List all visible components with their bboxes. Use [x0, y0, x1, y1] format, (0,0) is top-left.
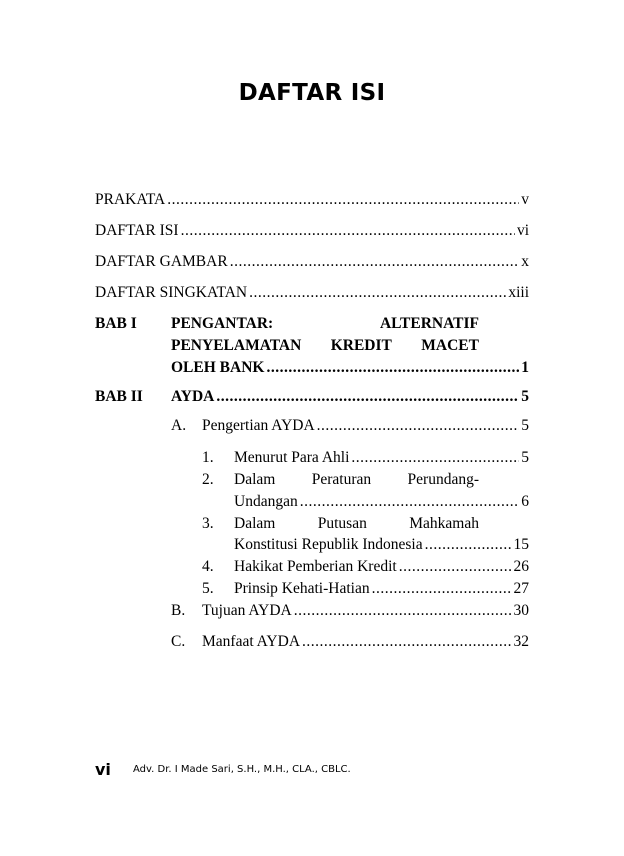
toc-entry-item-1[interactable]	[234, 448, 529, 468]
item-number-2: 2.	[202, 471, 214, 488]
title-word: ALTERNATIF	[379, 315, 479, 332]
dot-leader	[399, 557, 512, 577]
toc-entry-page: 6	[521, 493, 529, 510]
toc-entry-label: Manfaat AYDA	[202, 633, 301, 650]
footer-author: Adv. Dr. I Made Sari, S.H., M.H., CLA., CBLC.	[133, 764, 351, 775]
toc-entry-label: Konstitusi Republik Indonesia	[234, 536, 423, 553]
toc-entry-page: v	[521, 191, 529, 208]
toc-entry-label: PRAKATA	[95, 191, 166, 208]
toc-entry-page: 15	[513, 536, 529, 553]
item-number-1: 1.	[202, 449, 214, 466]
dot-leader	[167, 190, 519, 210]
toc-entry-prakata[interactable]	[95, 190, 529, 210]
footer-page-number: vi	[95, 760, 111, 779]
dot-leader	[372, 579, 512, 599]
toc-entry-item-3[interactable]	[234, 535, 529, 555]
section-letter-b: B.	[171, 602, 186, 619]
chapter-title-line-2	[171, 336, 479, 356]
toc-entry-page: 27	[513, 580, 529, 597]
page-title: DAFTAR ISI	[238, 80, 386, 106]
toc-entry-item-4[interactable]	[234, 557, 529, 577]
toc-entry-label: Hakikat Pemberian Kredit	[234, 558, 397, 575]
dot-leader	[294, 601, 512, 621]
title-word: Mahkamah	[409, 515, 479, 532]
toc-entry-label: OLEH BANK	[171, 359, 265, 376]
chapter-number-bab-2: BAB II	[95, 388, 143, 405]
section-letter-a: A.	[171, 417, 187, 434]
item-2-line-1	[234, 470, 479, 490]
toc-entry-label: DAFTAR SINGKATAN	[95, 284, 248, 301]
toc-entry-page: 32	[513, 633, 529, 650]
toc-entry-page: 26	[513, 558, 529, 575]
toc-entry-bab-2[interactable]	[171, 387, 529, 407]
item-3-line-1	[234, 514, 479, 534]
dot-leader	[300, 492, 520, 512]
dot-leader	[249, 283, 506, 303]
toc-entry-daftar-gambar[interactable]	[95, 252, 529, 272]
toc-entry-page: 5	[521, 417, 529, 434]
dot-leader	[351, 448, 519, 468]
toc-entry-page: xiii	[508, 284, 529, 301]
toc-entry-label: AYDA	[171, 388, 215, 405]
toc-entry-label: DAFTAR ISI	[95, 222, 179, 239]
dot-leader	[266, 358, 519, 378]
toc-entry-label: Menurut Para Ahli	[234, 449, 350, 466]
toc-entry-label: Undangan	[234, 493, 298, 510]
toc-entry-item-5[interactable]	[234, 579, 529, 599]
title-word: MACET	[421, 337, 479, 354]
item-number-5: 5.	[202, 580, 214, 597]
dot-leader	[317, 416, 520, 436]
title-word: Putusan	[317, 515, 367, 532]
toc-entry-page: 30	[513, 602, 529, 619]
section-letter-c: C.	[171, 633, 186, 650]
toc-entry-daftar-singkatan[interactable]	[95, 283, 529, 303]
title-word: Dalam	[234, 515, 276, 532]
title-word: PENYELAMATAN	[171, 337, 302, 354]
toc-entry-page: x	[521, 253, 529, 270]
dot-leader	[216, 387, 519, 407]
dot-leader	[181, 221, 515, 241]
title-word: Peraturan	[311, 471, 372, 488]
chapter-title-line-1	[171, 314, 479, 334]
chapter-number-bab-1: BAB I	[95, 315, 137, 332]
toc-entry-label: Pengertian AYDA	[202, 417, 315, 434]
toc-entry-section-c[interactable]	[202, 632, 529, 652]
toc-entry-label: Tujuan AYDA	[202, 602, 292, 619]
item-number-4: 4.	[202, 558, 214, 575]
title-word: KREDIT	[330, 337, 392, 354]
title-word: Dalam	[234, 471, 276, 488]
item-number-3: 3.	[202, 515, 214, 532]
toc-entry-page: 5	[521, 449, 529, 466]
toc-entry-section-a[interactable]	[202, 416, 529, 436]
title-word: PENGANTAR:	[171, 315, 274, 332]
toc-entry-page: vi	[516, 222, 529, 239]
dot-leader	[425, 535, 512, 555]
toc-entry-daftar-isi[interactable]	[95, 221, 529, 241]
toc-entry-page: 5	[521, 388, 529, 405]
toc-entry-page: 1	[521, 359, 529, 376]
dot-leader	[230, 252, 520, 272]
dot-leader	[302, 632, 511, 652]
toc-entry-item-2[interactable]	[234, 492, 529, 512]
toc-entry-section-b[interactable]	[202, 601, 529, 621]
title-word: Perundang-	[407, 471, 479, 488]
toc-entry-label: Prinsip Kehati-Hatian	[234, 580, 370, 597]
toc-entry-bab-1[interactable]	[171, 358, 529, 378]
toc-entry-label: DAFTAR GAMBAR	[95, 253, 228, 270]
